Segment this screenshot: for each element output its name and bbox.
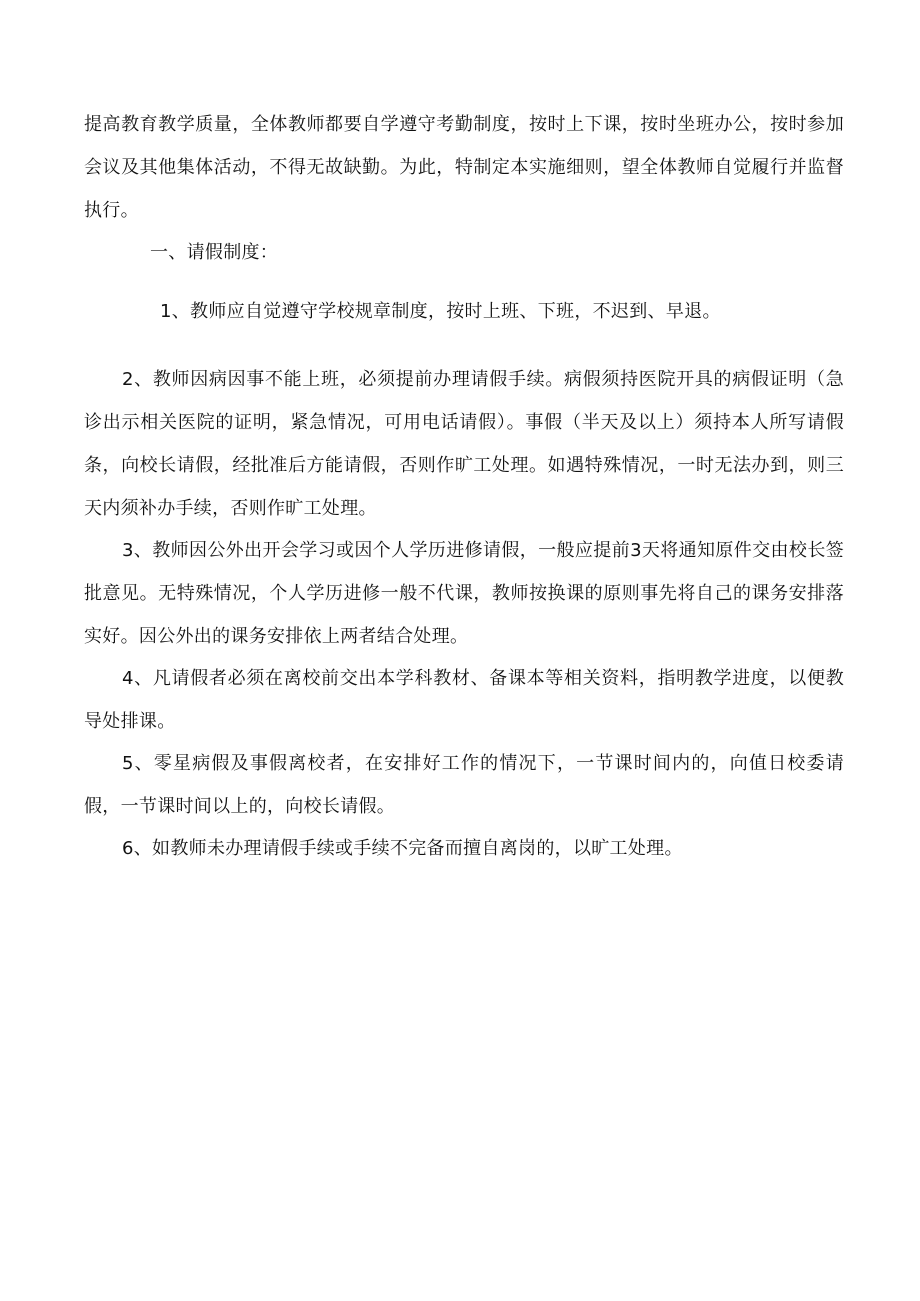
rule-item-1: 1、教师应自觉遵守学校规章制度，按时上班、下班，不迟到、早退。 [160,301,721,322]
intro-paragraph: 提高教育教学质量，全体教师都要自学遵守考勤制度，按时上下课，按时坐班办公，按时参加会议及其他集体活动，不得无故缺勤。为此，特制定本实施细则，望全体教师自觉履行并监督执行。 [84,114,844,221]
rule-item-4: 4、凡请假者必须在离校前交出本学科教材、备课本等相关资料，指明教学进度，以便教导处排课。 [84,668,844,732]
rule-item-6: 6、如教师未办理请假手续或手续不完备而擅自离岗的，以旷工处理。 [122,838,683,859]
rule-item-5: 5、零星病假及事假离校者，在安排好工作的情况下，一节课时间内的，向值日校委请假，一节课时间以上的，向校长请假。 [84,753,844,817]
rule-item-3: 3、教师因公外出开会学习或因个人学历进修请假，一般应提前3天将通知原件交由校长签批意见。无特殊情况，个人学历进修一般不代课，教师按换课的原则事先将自己的课务安排落实好。因公外出的课务安排依上两者结合处理。 [84,540,844,647]
section-heading: 一、请假制度： [150,242,279,263]
rule-item-2: 2、教师因病因事不能上班，必须提前办理请假手续。病假须持医院开具的病假证明（急诊出示相关医院的证明，紧急情况，可用电话请假）。事假（半天及以上）须持本人所写请假条，向校长请假，经批准后方能请假，否则作旷工处理。如遇特殊情况，一时无法办到，则三天内须补办手续，否则作旷工处理。 [84,369,844,519]
